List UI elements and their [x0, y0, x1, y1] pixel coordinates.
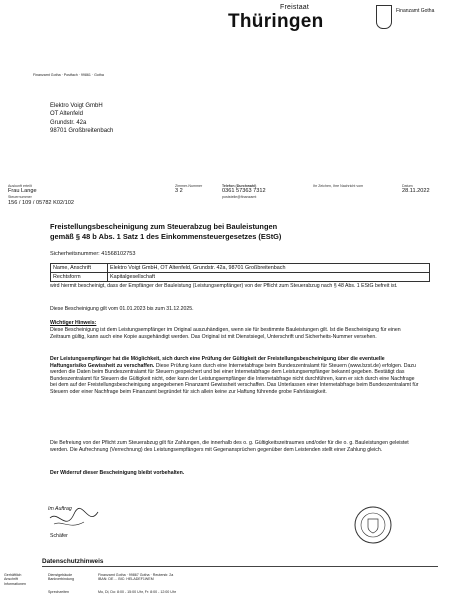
- footer-left-item: Gerhäftlich: [4, 573, 22, 577]
- footer-value: Mo, Di, Do: 8:00 - 15:00 Uhr, Fr: 8:00 - 12:00 Uhr: [98, 589, 177, 594]
- footer-label: Dienstgebäude: [48, 573, 73, 577]
- table-row: [51, 273, 430, 282]
- datum-value: 28.11.2022: [402, 188, 430, 195]
- table-row: [51, 264, 430, 273]
- sender-line: Finanzamt Gotha · Postfach · 99861 · Gotha: [33, 73, 104, 77]
- footer-value: Finanzamt Gotha · 99867 Gotha · Reuterstr. 2a: [98, 573, 174, 577]
- letterhead-logo: [228, 2, 443, 42]
- widerruf-paragraph: Der Widerruf dieser Bescheinigung bleibt vorbehalten.: [50, 470, 185, 476]
- meta-auskunft: [8, 184, 74, 207]
- document-title: [50, 222, 420, 241]
- auskunft-label: Auskunft erteilt: [8, 184, 32, 188]
- footer-value: IBAN: DE ... BIC: HELADEF1WEM: [98, 577, 154, 582]
- freistaat-label: Freistaat: [280, 4, 310, 11]
- zimmer-label: Zimmer-Nummer: [175, 184, 203, 188]
- footer-left-item: Informationen: [4, 581, 26, 586]
- official-stamp-icon: [353, 505, 393, 545]
- title-line: Freistellungsbescheinigung zum Steuerabzug bei Bauleistungen: [50, 222, 278, 231]
- im-auftrag-label: Im Auftrag: [48, 506, 72, 512]
- zimmer-value: 3 2: [175, 188, 183, 195]
- footer-label: Sprechzeiten: [48, 589, 69, 594]
- auskunft-value: Frau Lange: [8, 188, 37, 195]
- table-value: Elektro Voigt GmbH, OT Altenfeld, Grundstr. 42a, 98701 Großbreitenbach: [108, 264, 430, 273]
- recipient-address: [50, 102, 113, 135]
- table-value: Kapitalgesellschaft: [108, 273, 430, 282]
- signature-name: Schäfer: [50, 533, 68, 539]
- signature: [44, 502, 104, 542]
- thueringen-label: Thüringen: [228, 11, 324, 32]
- meta-zimmer: [175, 184, 202, 195]
- steuernummer-value: 156 / 109 / 05782 K02/102: [8, 199, 74, 206]
- leistungsempfaenger-section: [50, 356, 422, 396]
- recipient-line: OT Altenfeld: [50, 111, 83, 118]
- ihr-zeichen-label: Ihr Zeichen, Ihre Nachricht vom: [313, 184, 364, 188]
- coat-of-arms-icon: [376, 5, 392, 29]
- intro-paragraph: wird hiermit bescheinigt, dass der Empfänger der Bauleistung (Leistungsempfänger) von der Pflicht zum Steuerabzug nach § 48 Abs. 1 EStG befreit ist.: [50, 283, 398, 289]
- footer-col2: [98, 573, 176, 594]
- leistung-bold-text: Der Leistungsempfänger hat die Möglichkeit, sich durch eine Prüfung der Gültigkeit der Freistellungsbescheinigung über die eventuelle Haftungsrisiko Gewissheit zu verschaffen.: [50, 356, 385, 369]
- table-key: Name, Anschrift: [51, 264, 108, 273]
- meta-telefon: [222, 184, 266, 200]
- table-key: Rechtsform: [51, 273, 108, 282]
- validity-paragraph: Diese Bescheinigung gilt vom 01.01.2023 bis zum 31.12.2025.: [50, 306, 194, 312]
- datum-label: Datum: [402, 184, 413, 188]
- recipient-line: 98701 Großbreitenbach: [50, 127, 114, 134]
- company-table: [50, 263, 430, 282]
- befreiung-paragraph: Die Befreiung von der Pflicht zum Steuerabzug gilt für Zahlungen, die innerhalb des o. g. Gültigkeitszeitraumes und/oder für die o. g. Bauleistungen geleistet werden. Die Aufrechnung (Verrechnung) des Leistungsempfängers mit Gegenansprüchen gegenüber dem Leistenden stellt einer Zahlung gleich.: [50, 440, 409, 453]
- telefon-label: Telefon (Durchwahl): [222, 184, 257, 188]
- telefon-value: 0361 57363 7312: [222, 188, 266, 195]
- wichtig-heading: Wichtiger Hinweis:: [50, 320, 97, 326]
- footer-label: Bankverbindung: [48, 577, 74, 582]
- footer-col1: [48, 573, 74, 594]
- telefon-note: poststelle@finanzamt: [222, 195, 257, 200]
- datenschutz-heading: Datenschutzhinweis: [42, 558, 104, 565]
- recipient-line: Elektro Voigt GmbH: [50, 103, 103, 109]
- meta-datum: [402, 184, 430, 195]
- footer-left-item: Anschrift: [4, 577, 18, 582]
- footer-divider: [42, 566, 438, 567]
- footer-left: [4, 573, 32, 586]
- title-line: gemäß § 48 b Abs. 1 Satz 1 des Einkommensteuergesetzes (EStG): [50, 231, 282, 241]
- leistung-text: Diese Prüfung kann durch eine Internetabfrage beim Bundeszentralamt für Steuern (www.bzst.de) erfolgen. Dazu werden die Daten beim Bundeszentralamt für Steuern gespeichert und bei einer Internetabfrage dem Leistungsempfänger bekannt gegeben. Bestätigt das Bundeszentralamt für Steuern die Gültigkeit nicht, oder kann der Leistungsempfänger die Internetabfrage nicht durchführen, kann er sich durch eine Nachfrage bei dem auf der Freistellungsbescheinigung angegebenen Finanzamt Gewissheit verschaffen. Das Unterlassen einer Internetabfrage beim Bundeszentralamt für Steuern oder einer Nachfrage beim Finanzamt begründet für sich allein keine zur Haftung führende grobe Fahrlässigkeit.: [50, 362, 419, 395]
- meta-ihr-zeichen: [313, 184, 363, 188]
- sicherheitsnummer: Sicherheitsnummer: 41568102753: [50, 251, 136, 257]
- recipient-line: Grundstr. 42a: [50, 119, 87, 126]
- finanzamt-label: Finanzamt Gotha: [396, 8, 435, 14]
- steuernummer-label: Steuernummer: [8, 195, 32, 200]
- wichtig-paragraph: Diese Bescheinigung ist dem Leistungsempfänger im Original auszuhändigen, wenn sie für bestimmte Bauleistungen gilt. Ist die Bescheinigung für einen Zeitraum gültig, kann auch eine Kopie ausgehändigt werden. Das Original ist mit Dienstsiegel, Unterschrift und Sicherheits-Nummer versehen.: [50, 327, 401, 340]
